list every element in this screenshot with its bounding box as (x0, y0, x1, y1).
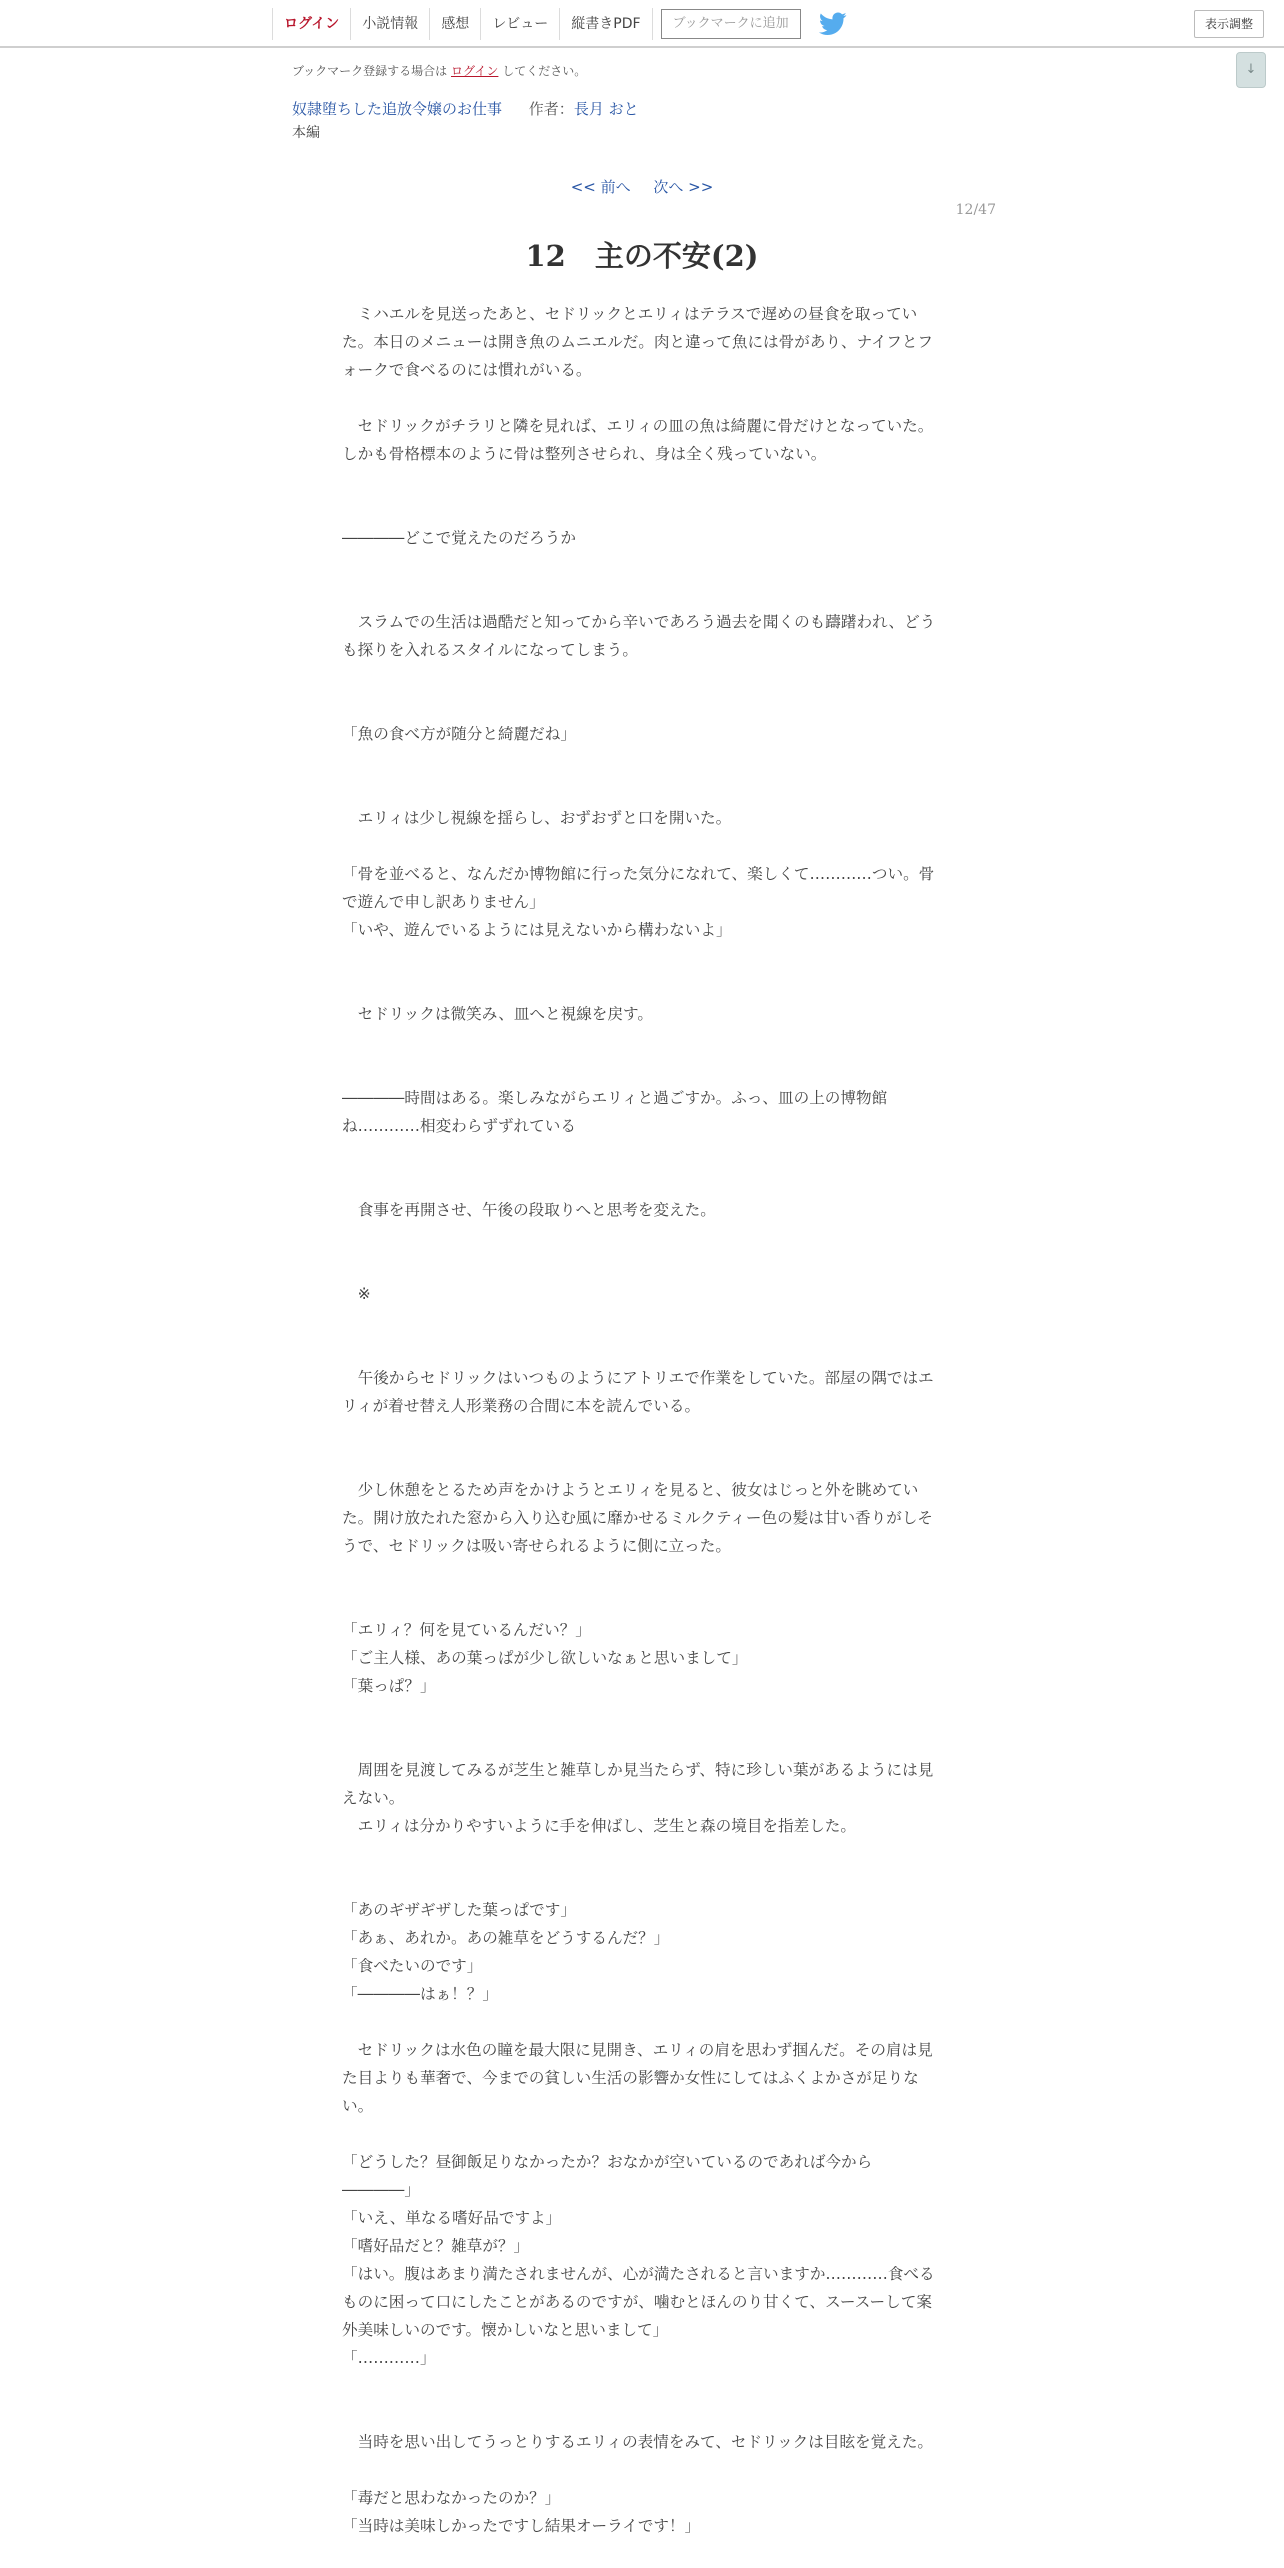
add-bookmark-button[interactable]: ブックマークに追加 (661, 9, 801, 39)
novel-body (342, 300, 942, 2540)
body-paragraph: 「毒だと思わなかったのか？」 (342, 2489, 561, 2507)
body-paragraph (342, 1448, 942, 1476)
prev-page-link[interactable]: << 前へ (570, 178, 631, 196)
body-paragraph (342, 468, 942, 496)
body-paragraph (342, 1588, 942, 1616)
body-paragraph (342, 972, 942, 1000)
body-paragraph: 「嗜好品だと？雑草が？」 (342, 2237, 530, 2255)
body-paragraph (342, 692, 942, 720)
body-paragraph (342, 1224, 942, 1252)
body-paragraph (342, 1560, 942, 1588)
body-paragraph (342, 1420, 942, 1448)
twitter-icon[interactable] (819, 12, 847, 36)
body-paragraph (342, 552, 942, 580)
body-paragraph: 「食べたいのです」 (342, 1957, 483, 1975)
body-paragraph: 「当時は美味しかったですし結果オーライです！」 (342, 2517, 701, 2535)
body-paragraph: 「いえ、単なる嗜好品ですよ」 (342, 2209, 562, 2227)
chapter-title: 12 主の不安(2) (525, 239, 759, 273)
body-paragraph (342, 2456, 942, 2484)
body-paragraph (342, 2372, 942, 2400)
body-paragraph: 「あぁ、あれか。あの雑草をどうするんだ？」 (342, 1929, 670, 1947)
scroll-down-icon[interactable]: ↓ (1236, 52, 1266, 88)
body-paragraph (342, 1728, 942, 1756)
notice-prefix: ブックマーク登録する場合は (292, 64, 448, 78)
body-paragraph: 「骨を並べると、なんだか博物館に行った気分になれて、楽しくて…………つい。骨で遊んで申し訳ありません」 (342, 865, 935, 911)
body-paragraph: エリィは分かりやすいように手を伸ばし、芝生と森の境目を指差した。 (342, 1817, 856, 1835)
author-link[interactable]: 長月 おと (573, 100, 639, 118)
impressions-link[interactable]: 感想 (429, 8, 480, 40)
novel-title-line (292, 98, 639, 119)
body-paragraph (342, 496, 942, 524)
body-paragraph: 当時を思い出してうっとりするエリィの表情をみて、セドリックは目眩を覚えた。 (342, 2433, 934, 2451)
body-paragraph: ※ (342, 1285, 371, 1303)
body-paragraph (342, 1168, 942, 1196)
next-page-link[interactable]: 次へ >> (653, 178, 714, 196)
body-paragraph: エリィは少し視線を揺らし、おずおずと口を開いた。 (342, 809, 732, 827)
body-paragraph: ――――時間はある。楽しみながらエリィと過ごすか。ふっ、皿の上の博物館ね…………相変わらずずれている (342, 1089, 888, 1135)
body-paragraph: ミハエルを見送ったあと、セドリックとエリィはテラスで遅めの昼食を取っていた。本日のメニューは開き魚のムニエルだ。肉と違って魚には骨があり、ナイフとフォークで食べるのには慣れがいる。 (342, 305, 934, 379)
novel-info-link[interactable]: 小説情報 (350, 8, 429, 40)
body-paragraph: 「魚の食べ方が随分と綺麗だね」 (342, 725, 576, 743)
body-paragraph: 少し休憩をとるため声をかけようとエリィを見ると、彼女はじっと外を眺めていた。開け放たれた窓から入り込む風に靡かせるミルクティー色の髪は甘い香りがしそうで、セドリックは吸い寄せられるように側に立った。 (342, 1481, 934, 1555)
body-paragraph (342, 1252, 942, 1280)
body-paragraph: セドリックがチラリと隣を見れば、エリィの皿の魚は綺麗に骨だけとなっていた。しかも骨格標本のように骨は整列させられ、身は全く残っていない。 (342, 417, 934, 463)
body-paragraph: セドリックは微笑み、皿へと視線を戻す。 (342, 1005, 653, 1023)
body-paragraph (342, 2008, 942, 2036)
nav-menu (272, 8, 847, 40)
body-paragraph: 午後からセドリックはいつものようにアトリエで作業をしていた。部屋の隅ではエリィが着せ替え人形業務の合間に本を読んでいる。 (342, 1369, 934, 1415)
display-settings-button[interactable]: 表示調整 (1194, 10, 1264, 38)
body-paragraph: 食事を再開させ、午後の段取りへと思考を変えた。 (342, 1201, 716, 1219)
body-paragraph: 「エリィ？何を見ているんだい？」 (342, 1621, 591, 1639)
body-paragraph (342, 776, 942, 804)
body-paragraph: セドリックは水色の瞳を最大限に見開き、エリィの肩を思わず掴んだ。その肩は見た目よりも華奢で、今までの貧しい生活の影響か女性にしてはふくよかさが足りない。 (342, 2041, 933, 2115)
body-paragraph (342, 748, 942, 776)
body-paragraph (342, 1840, 942, 1868)
body-paragraph (342, 832, 942, 860)
notice-suffix: してください。 (502, 64, 587, 78)
body-paragraph (342, 2120, 942, 2148)
body-paragraph (342, 1336, 942, 1364)
body-paragraph: 「あのギザギザした葉っぱです」 (342, 1901, 576, 1919)
body-paragraph (342, 1056, 942, 1084)
body-paragraph: スラムでの生活は過酷だと知ってから辛いであろう過去を聞くのも躊躇われ、どうも探りを入れるスタイルになってしまう。 (342, 613, 936, 659)
body-paragraph: 周囲を見渡してみるが芝生と雑草しか見当たらず、特に珍しい葉があるようには見えない。 (342, 1761, 934, 1807)
pager (0, 176, 1284, 197)
section-label: 本編 (292, 125, 320, 141)
body-paragraph (342, 2400, 942, 2428)
body-paragraph (342, 944, 942, 972)
review-link[interactable]: レビュー (480, 8, 559, 40)
top-navigation-bar (0, 0, 1284, 48)
vertical-pdf-link[interactable]: 縦書きPDF (559, 8, 652, 40)
notice-login-link[interactable]: ログイン (451, 64, 499, 78)
author-label: 作者： (528, 100, 574, 118)
body-paragraph: 「――――はぁ！？」 (342, 1985, 498, 2003)
body-paragraph (342, 1028, 942, 1056)
body-paragraph: 「いや、遊んでいるようには見えないから構わないよ」 (342, 921, 732, 939)
body-paragraph: 「葉っぱ？」 (342, 1677, 436, 1695)
body-paragraph (342, 1308, 942, 1336)
body-paragraph (342, 1700, 942, 1728)
body-paragraph: 「はい。腹はあまり満たされませんが、心が満たされると言いますか…………食べるものに困って口にしたことがあるのですが、噛むとほんのり甘くて、スースーして案外美味しいのです。懐かしいなと思いまして」 (342, 2265, 935, 2339)
bookmark-login-notice (292, 62, 586, 79)
body-paragraph: 「ご主人様、あの葉っぱが少し欲しいなぁと思いまして」 (342, 1649, 748, 1667)
body-paragraph: ――――どこで覚えたのだろうか (342, 529, 576, 547)
body-paragraph (342, 384, 942, 412)
novel-title-link[interactable]: 奴隷堕ちした追放令嬢のお仕事 (292, 100, 503, 118)
body-paragraph (342, 1140, 942, 1168)
body-paragraph: 「どうした？昼御飯足りなかったか？おなかが空いているのであれば今から――――」 (342, 2153, 873, 2199)
body-paragraph (342, 1868, 942, 1896)
login-link[interactable]: ログイン (272, 8, 350, 40)
body-paragraph (342, 580, 942, 608)
body-paragraph (342, 664, 942, 692)
body-paragraph: 「…………」 (342, 2349, 436, 2367)
page-number: 12/47 (955, 202, 996, 218)
